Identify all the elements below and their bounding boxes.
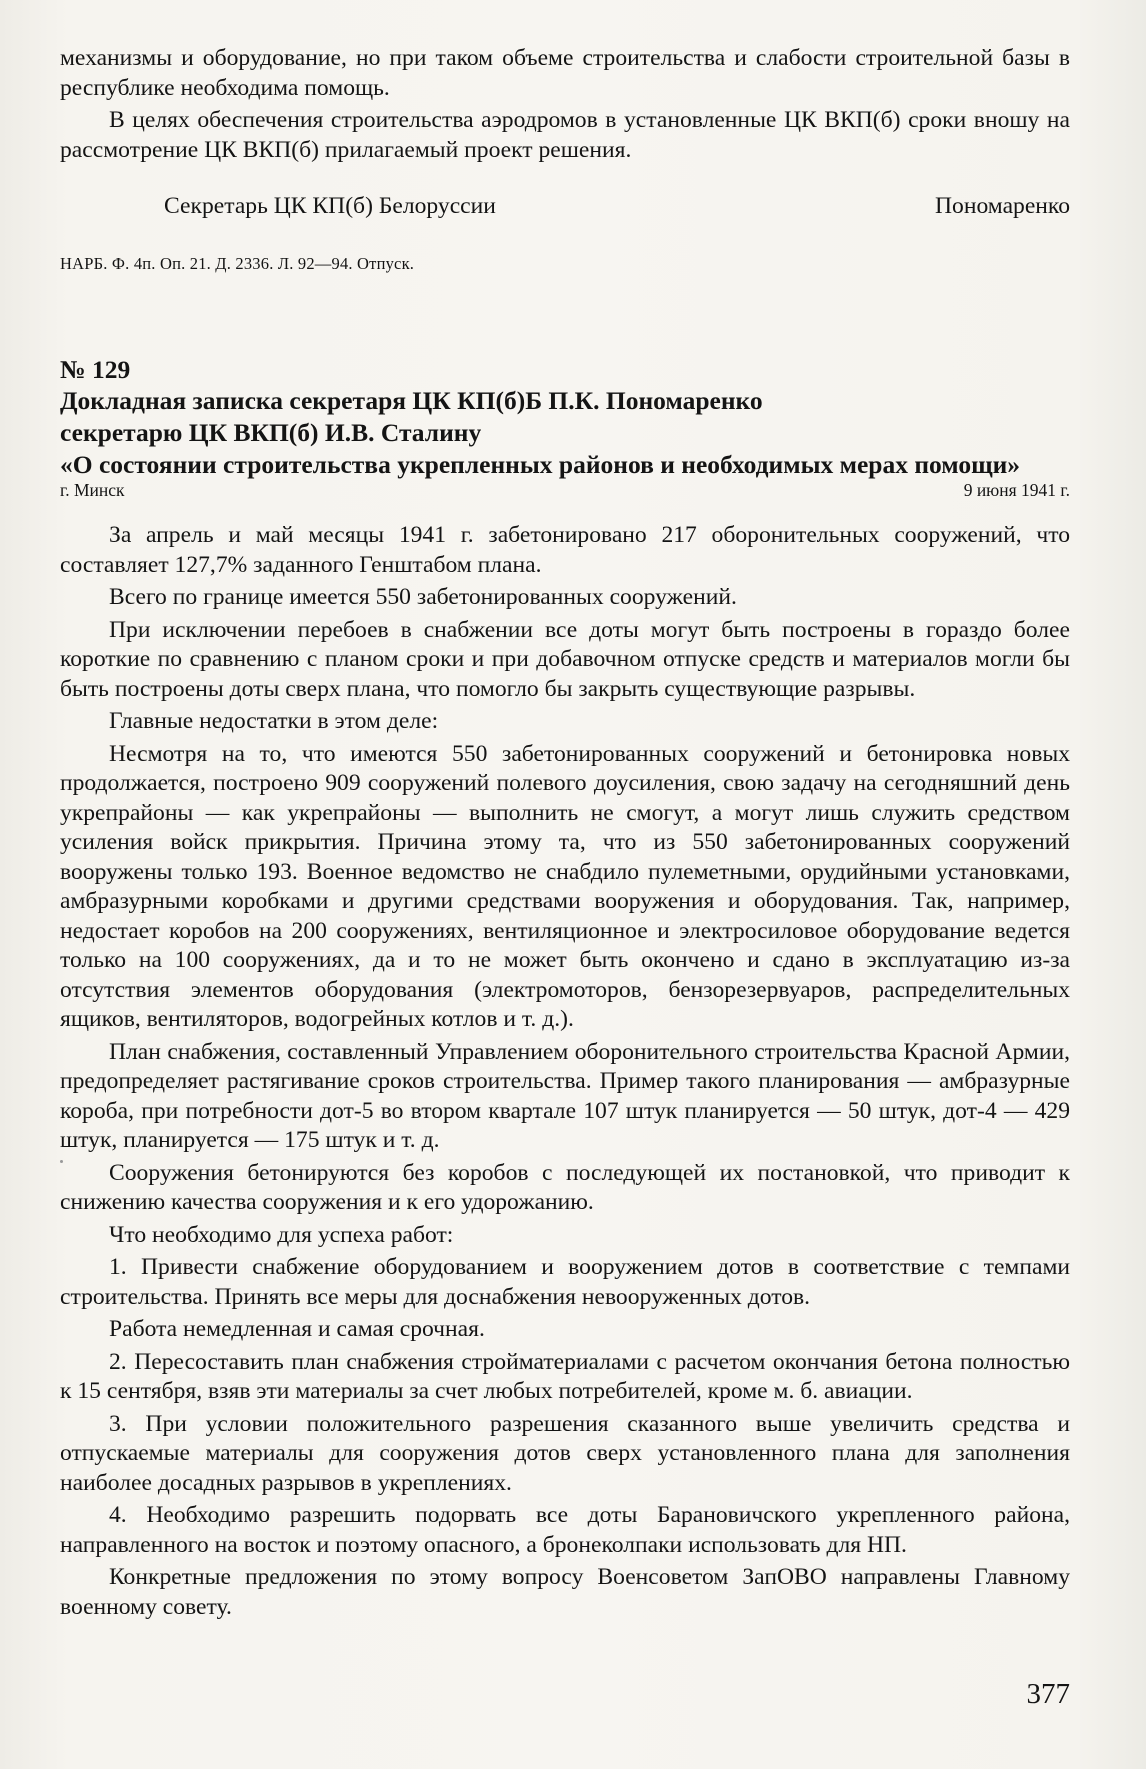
paragraph: При исключении перебоев в снабжении все доты могут быть построены в гораздо более короткие по сравнению с планом сроки и при добавочном отпуске средств и материалов могли бы быть построены доты сверх плана, что помогло бы закрыть существующие разрывы. [60, 616, 1070, 702]
document-date: 9 июня 1941 г. [963, 480, 1070, 500]
page-number: 377 [1026, 1678, 1070, 1710]
document-title-line: секретарю ЦК ВКП(б) И.В. Сталину [60, 418, 482, 447]
paragraph: Работа немедленная и самая срочная. [109, 1316, 485, 1342]
paragraph: Всего по границе имеется 550 забетонированных сооружений. [109, 584, 737, 610]
paragraph: Конкретные предложения по этому вопросу Военсоветом ЗапОВО направлены Главному военному совету. [60, 1564, 1070, 1620]
document-title-line: Докладная записка секретаря ЦК КП(б)Б П.К. Пономаренко [60, 386, 763, 415]
archive-reference: НАРБ. Ф. 4п. Оп. 21. Д. 2336. Л. 92—94. Отпуск. [60, 254, 415, 273]
signature-title: Секретарь ЦК КП(б) Белоруссии [164, 193, 496, 219]
document-title [60, 385, 1070, 481]
paragraph: Сооружения бетонируются без коробов с последующей их постановкой, что приводит к снижению качества сооружения и к его удорожанию. [60, 1159, 1070, 1215]
document-number: № 129 [60, 355, 131, 384]
paragraph: 3. При условии положительного разрешения сказанного выше увеличить средства и отпускаемые материалы для сооружения дотов сверх установленного плана для заполнения наиболее досадных разрывов в укреплениях. [60, 1410, 1070, 1496]
paragraph: За апрель и май месяцы 1941 г. забетонировано 217 оборонительных сооружений, что составляет 127,7% заданного Генштабом плана. [60, 522, 1070, 578]
paragraph: Главные недостатки в этом деле: [109, 708, 439, 734]
signature-line [60, 192, 1070, 222]
signature-name: Пономаренко [934, 193, 1070, 219]
paragraph: В целях обеспечения строительства аэродромов в установленные ЦК ВКП(б) сроки вношу на рассмотрение ЦК ВКП(б) прилагаемый проект решения. [60, 107, 1070, 163]
place-date-line [60, 480, 1070, 501]
paragraph: механизмы и оборудование, но при таком объеме строительства и слабости строительной базы в республике необходима помощь. [60, 45, 1070, 101]
paragraph: План снабжения, составленный Управлением оборонительного строительства Красной Армии, предопределяет растягивание сроков строительства. Пример такого планирования — амбразурные короба, при потребности дот-5 во втором квартале 107 штук планируется — 50 штук, дот-4 — 429 штук, планируется — 175 штук и т. д. [60, 1038, 1070, 1153]
paragraph: 1. Привести снабжение оборудованием и вооружением дотов в соответствие с темпами строительства. Принять все меры для доснабжения невооруженных дотов. [60, 1254, 1070, 1310]
paragraph: Несмотря на то, что имеются 550 забетонированных сооружений и бетонировка новых продолжается, построено 909 сооружений полевого доусиления, свою задачу на сегодняшний день укрепрайоны — как укрепрайоны — выполнить не смогут, а могут лишь служить средством усиления войск прикрытия. Причина этому та, что из 550 забетонированных сооружений вооружены только 193. Военное ведомство не снабдило пулеметными, орудийными установками, амбразурными коробками и другими средствами вооружения и оборудования. Так, например, недостает коробов на 200 сооружениях, вентиляционное и электросиловое оборудование ведется только на 100 сооружениях, да и то не может быть окончено и сдано в эксплуатацию из-за отсутствия элементов оборудования (электромоторов, бензорезервуаров, распределительных ящиков, вентиляторов, водогрейных котлов и т. д.). [60, 740, 1070, 1032]
paragraph: Что необходимо для успеха работ: [109, 1221, 454, 1248]
paragraph: 2. Пересоставить план снабжения стройматериалами с расчетом окончания бетона полностью к 15 сентября, взяв эти материалы за счет любых потребителей, кроме м. б. авиации. [60, 1348, 1070, 1404]
document-body [60, 521, 1070, 1625]
previous-document-tail [60, 44, 1070, 168]
document-title-line: «О состоянии строительства укрепленных районов и необходимых мерах помощи» [60, 450, 1021, 479]
paragraph: 4. Необходимо разрешить подорвать все доты Барановичского укрепленного района, направленного на восток и поэтому опасного, а бронеколпаки использовать для НП. [60, 1502, 1070, 1558]
print-speck [60, 1160, 63, 1163]
document-place: г. Минск [60, 480, 125, 500]
